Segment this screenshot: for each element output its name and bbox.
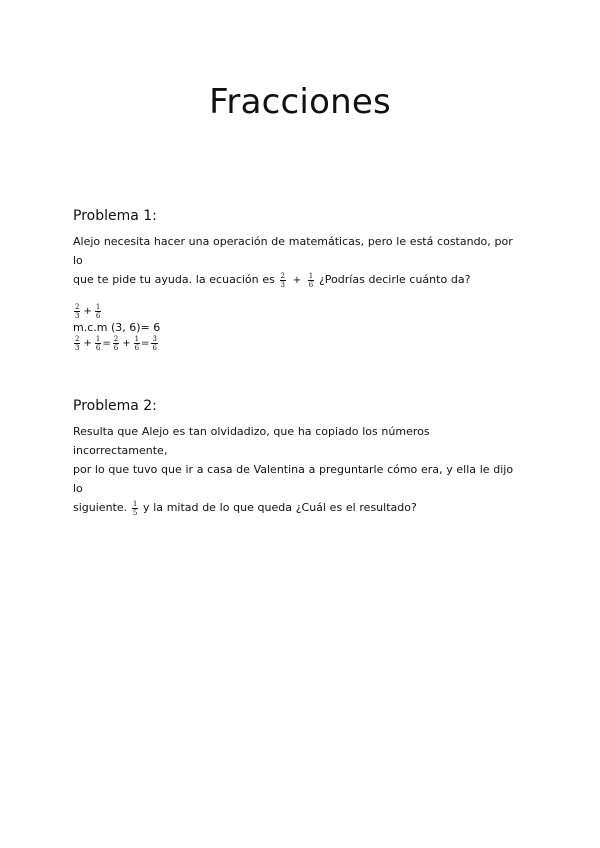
fraction-numerator: 2 bbox=[280, 271, 285, 280]
equals-operator: = bbox=[141, 338, 150, 349]
fraction-denominator: 6 bbox=[152, 344, 157, 352]
fraction-three-sixths bbox=[151, 335, 157, 352]
fraction-two-sixths bbox=[113, 335, 119, 352]
problem-2-line-3-start: siguiente. bbox=[73, 501, 128, 514]
working-line-3 bbox=[73, 335, 523, 352]
fraction-denominator: 5 bbox=[132, 508, 138, 517]
problem-2-line-3-end: y la mitad de lo que queda ¿Cuál es el resultado? bbox=[143, 501, 417, 514]
working-line-mcm bbox=[73, 320, 523, 335]
fraction-one-sixth bbox=[308, 272, 314, 289]
fraction-one-sixth bbox=[95, 335, 101, 352]
plus-operator: + bbox=[122, 338, 131, 349]
fraction-numerator: 2 bbox=[75, 303, 80, 311]
problem-1-line-1: Alejo necesita hacer una operación de matemáticas, pero le está costando, por lo bbox=[73, 235, 513, 267]
fraction-denominator: 3 bbox=[75, 344, 80, 352]
problem-1-heading: Problema 1: bbox=[73, 208, 157, 224]
fraction-numerator: 2 bbox=[75, 335, 80, 343]
fraction-one-fifth bbox=[132, 500, 138, 517]
fraction-denominator: 6 bbox=[95, 344, 101, 352]
problem-1-section bbox=[73, 208, 523, 352]
fraction-denominator: 6 bbox=[95, 312, 101, 320]
problem-2-text bbox=[73, 422, 523, 517]
fraction-denominator: 6 bbox=[113, 344, 119, 352]
fraction-denominator: 3 bbox=[280, 280, 285, 289]
problem-2-section bbox=[73, 398, 523, 517]
fraction-denominator: 6 bbox=[134, 344, 140, 352]
plus-operator: + bbox=[83, 306, 92, 317]
fraction-two-thirds bbox=[74, 303, 80, 320]
fraction-two-thirds bbox=[74, 335, 80, 352]
fraction-numerator: 1 bbox=[95, 303, 101, 311]
problem-2-line-1: Resulta que Alejo es tan olvidadizo, que ha copiado los números incorrectamente, bbox=[73, 425, 430, 457]
fraction-denominator: 3 bbox=[75, 312, 80, 320]
fraction-two-thirds bbox=[280, 272, 286, 289]
problem-2-line-3 bbox=[73, 498, 523, 517]
fraction-one-sixth bbox=[95, 303, 101, 320]
problem-2-heading: Problema 2: bbox=[73, 398, 157, 414]
plus-operator: + bbox=[292, 275, 302, 286]
fraction-numerator: 1 bbox=[308, 271, 314, 280]
problem-1-text bbox=[73, 232, 523, 290]
working-line-1 bbox=[73, 303, 523, 320]
problem-1-line-2-end: ¿Podrías decirle cuánto da? bbox=[318, 273, 471, 286]
fraction-denominator: 6 bbox=[308, 280, 314, 289]
fraction-numerator: 1 bbox=[95, 335, 101, 343]
fraction-numerator: 1 bbox=[132, 499, 138, 508]
problem-1-line-2-start: que te pide tu ayuda. la ecuación es bbox=[73, 273, 275, 286]
problem-1-line-2 bbox=[73, 270, 523, 290]
fraction-numerator: 3 bbox=[152, 335, 157, 343]
fraction-numerator: 1 bbox=[134, 335, 140, 343]
page-title: Fracciones bbox=[209, 82, 391, 122]
fraction-numerator: 2 bbox=[113, 335, 119, 343]
problem-1-working bbox=[73, 303, 523, 352]
fraction-one-sixth bbox=[134, 335, 140, 352]
problem-2-line-2: por lo que tuvo que ir a casa de Valentina a preguntarle cómo era, y ella le dijo lo bbox=[73, 463, 514, 495]
plus-operator: + bbox=[83, 338, 92, 349]
mcm-text: m.c.m (3, 6)= 6 bbox=[73, 321, 161, 334]
equals-operator: = bbox=[102, 338, 111, 349]
